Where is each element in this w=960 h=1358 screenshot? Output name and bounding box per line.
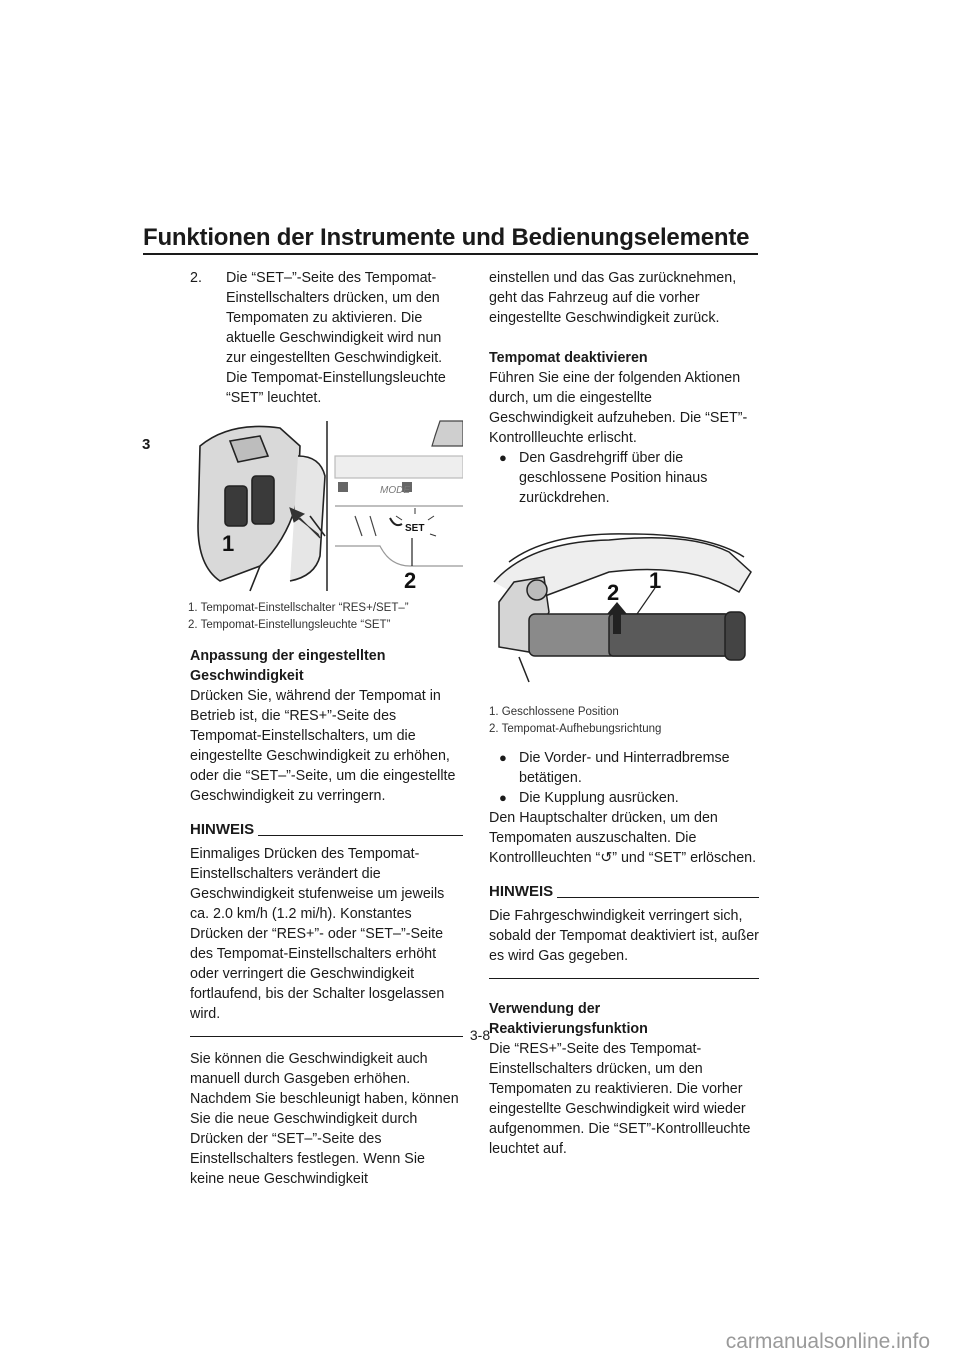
note-text-right: Die Fahrgeschwindigkeit verringert sich, sobald der Tempomat deaktiviert ist, außer es wird Gas gegeben.	[489, 908, 759, 964]
deactivate-text: Führen Sie eine der folgenden Aktionen durch, um die eingestellte Geschwindigkeit aufzuheben. Die “SET”-Kontrollleuchte erlischt.	[489, 370, 748, 446]
note-label: HINWEIS	[489, 883, 554, 900]
figure-cruise-switch	[190, 416, 463, 596]
heading-deactivate: Tempomat deaktivieren	[489, 350, 648, 366]
step-2	[190, 268, 463, 408]
figure2-caption-1: 1. Geschlossene Position	[489, 706, 619, 718]
main-switch-text: Den Hauptschalter drücken, um den Tempomaten auszuschalten. Die Kontrollleuchten “↺” und “SET” erlöschen.	[489, 810, 757, 866]
throttle-illustration	[489, 522, 759, 684]
note-header-left	[190, 820, 463, 840]
manual-text: Sie können die Geschwindigkeit auch manuell durch Gasgeben erhöhen. Nachdem Sie beschleunigt haben, können Sie die neue Geschwindigkeit durch Drücken der “SET–”-Seite des Einstellschalters festlegen. Wenn Sie keine neue Geschwindigkeit	[190, 1051, 459, 1187]
step-text: Die “SET–”-Seite des Tempomat-Einstellschalters drücken, um den Tempomaten zu aktivieren. Die aktuelle Geschwindigkeit wird nun zur eingestellten Geschwindigkeit. Die Tempomat-Einstellungsleuchte “SET” leuchtet.	[226, 270, 446, 406]
heading-adjust: Anpassung der eingestellten Geschwindigkeit	[190, 648, 386, 684]
left-column	[190, 268, 463, 1189]
adjust-text: Drücken Sie, während der Tempomat in Betrieb ist, die “RES+”-Seite des Tempomat-Einstellschalters, um die eingestellte Geschwindigkeit zu erhöhen, oder die “SET–”-Seite, um die eingestellte Geschwindigkeit zu verringern.	[190, 688, 456, 804]
figure-throttle	[489, 522, 759, 684]
note-label: HINWEIS	[190, 821, 255, 838]
handlebar-switch-drawing	[198, 426, 325, 591]
mode-label: MODE	[380, 485, 410, 496]
figure1-caption-2: 2. Tempomat-Einstellungsleuchte “SET”	[188, 619, 391, 631]
set-indicator-label: SET	[405, 523, 425, 534]
reactivate-text: Die “RES+”-Seite des Tempomat-Einstellschalters drücken, um den Tempomaten zu reaktivieren. Die vorher eingestellte Geschwindigkeit wird wieder aufgenommen. Die “SET”-Kontrollleuchte leuchtet auf.	[489, 1041, 751, 1157]
throttle-grip-drawing	[494, 534, 751, 682]
cruise-switch-illustration	[190, 416, 463, 596]
bullet-item: ● Den Gasdrehgriff über die geschlossene Position hinaus zurückdrehen.	[499, 450, 708, 506]
figure1-label-1: 1	[222, 531, 235, 556]
page-number: 3-8	[469, 1027, 491, 1043]
cruise-indicator-icon: ↺	[600, 850, 613, 866]
figure2-label-1: 1	[649, 568, 662, 593]
note-end-rule	[489, 978, 759, 979]
figure1-caption-1: 1. Tempomat-Einstellschalter “RES+/SET–”	[188, 602, 409, 614]
heading-reactivate: Verwendung der Reaktivierungsfunktion	[489, 1001, 648, 1037]
chapter-number: 3	[142, 436, 151, 453]
continued-text: einstellen und das Gas zurücknehmen, geht das Fahrzeug auf die vorher eingestellte Geschwindigkeit zurück.	[489, 270, 737, 326]
page-title: Funktionen der Instrumente und Bedienungselemente	[143, 224, 750, 251]
right-column	[489, 268, 759, 1159]
bullet-dot-icon: ●	[499, 790, 507, 805]
note-text-left: Einmaliges Drücken des Tempomat-Einstellschalters verändert die Geschwindigkeit stufenweise um jeweils ca. 2.0 km/h (1.2 mi/h). Konstantes Drücken der “RES+”- oder “SET–”-Seite des Tempomat-Einstellschalters erhöht oder verringert die Geschwindigkeit fortlaufend, bis der Schalter losgelassen wird.	[190, 846, 445, 1022]
figure2-label-2: 2	[607, 580, 620, 605]
bullet-dot-icon: ●	[499, 450, 507, 465]
figure1-label-2: 2	[404, 568, 417, 593]
bullet-item: ● Die Kupplung ausrücken.	[499, 790, 679, 806]
bullet-dot-icon: ●	[499, 750, 507, 765]
bullet-item: ● Die Vorder- und Hinterradbremse betätigen.	[499, 750, 730, 786]
figure2-caption-2: 2. Tempomat-Aufhebungsrichtung	[489, 723, 662, 735]
title-rule	[143, 253, 758, 255]
step-number: 2.	[190, 270, 202, 286]
watermark: carmanualsonline.info	[725, 1330, 930, 1353]
note-header-right	[489, 882, 759, 902]
